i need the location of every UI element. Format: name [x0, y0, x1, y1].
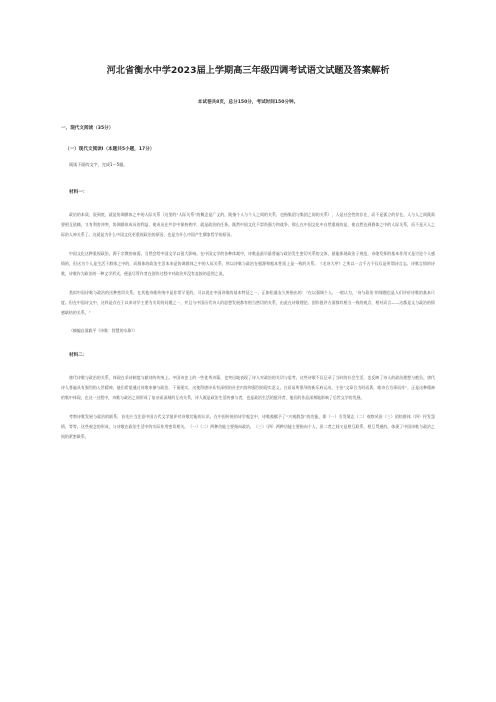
source-citation: （摘编自邵毅平《诗歌：智慧的水珠》）	[69, 328, 138, 333]
document-title: 河北省衡水中学2023届上学期高三年级四调考试语文试题及答案解析	[106, 65, 390, 76]
paragraph: 考察诗歌发展与政治的联系，首先应当注意中国古代文学批评对诗歌功能的认识。在中国传统的诗学观念中，诗歌被赋予了“兴观群怨”的功能，即（一）引发情志（二）观察风俗（三）团结群体（四）抒发怨情，等等。这些观念的形成，与诗歌在政治生活中的实际作用密切相关。（一）（二）两种功能主要指向政治，（三）（四）两种功能主要指向个人，但二者之间又是相互联系、相互贯通的，体现了中国诗歌与政治之间的紧密联系。	[61, 414, 435, 439]
material-label: 材料二：	[69, 353, 88, 358]
paragraph: 唐代诗歌与政治的关系，体现在采诗制度与献诗的传统上。中国诗史上的一些优秀诗篇，也突出地表现了诗人对政治的关切与思考。这些诗歌不仅记录了当时的社会生活，也反映了诗人的政治理想与抱负。唐代诗人普遍具有强烈的入世精神，他们希望通过诗歌来参与政治、干预现实，这使得唐诗具有深厚的社会内容和强烈的现实意义。白居易所倡导的新乐府运动，主张“文章合为时而著，歌诗合为事而作”，正是这种精神的集中体现。在这一过程中，诗歌与政治之间形成了复杂而深刻的互动关系，诗人既是政治生活的参与者，也是政治生活的批评者，他们的作品深刻地影响了后世文学的发展。	[61, 375, 435, 400]
exam-info: 本试卷共8页，总分150分，考试时间150分钟。	[197, 100, 299, 105]
material-label: 材料一：	[69, 190, 88, 195]
paragraph: 政治的本质，说到底，就是协调群体之中的人际关系（这里的“人际关系”的概念是广义的，既指个人与个人之间的关系，也指集团与集团之间的关系），人是社会性的存在，而不是孤立的存在。人与人之间既需要相互依赖，又有利害冲突，协调群体成员的利益、使成员在共存中保持秩序，就是政治的任务。既然中国文化不崇尚强力和战争，那么在中国文化中自然重视的是，使自然达到群体之中的人际关系，而不是天人之际的人神关系了。这就是为什么中国文化更重视政治的原因，也是为什么中国产生儒家哲学的原因。	[61, 212, 435, 237]
paragraph: 中国文化这种重视政治，源于宗教的衰弱。当然会给中国文学以很大影响。在中国文学的各种体裁中，诗歌是最早最普遍与政治发生密切关系的文体，最能体现政治子规范，诗歌发挥的基本作用又是讨论个人感情的，但这为个人是生活于群体之中的，而群体的政治生活本来是协调群体之中的人际关系，所以诗歌与政治在根源和根本性质上是一致的关系。《毛诗大序》之所以一言千古不仅仅是所谓诗言志、诗歌言情的诗歌，诗歌作为政治的一种文学形式，便是尽管作者在创作过程中对政治并没有直接的意图之说。	[61, 251, 435, 276]
paragraph: 类似中国诗歌与政治的这种密切关系，在其他诗歌传统中是非常罕见的。可以说在中国诗歌的基本特征之一，正如松浦友久所指出的：“在以强调个人、一般认为，‘诗与政治’的课题也是人们评价诗歌的基本尺度。但在中国诗文中，这样是存在于以来诗学主要为关切的问题之一，并且与中国历代诗人的思想发展都有相当密切的关系，由此在诗歌理论、创作批评方面都有相当一致的观点，相对而言——这都是文与政治的情感联结的关系。”	[61, 290, 435, 315]
section-heading: 一、现代文阅读（35分）	[61, 126, 114, 131]
subsection-heading: （一）现代文阅读Ⅰ（本题共5小题，17分）	[65, 147, 155, 152]
reading-instruction: 阅读下面的文字，完成1～5题。	[69, 162, 128, 167]
